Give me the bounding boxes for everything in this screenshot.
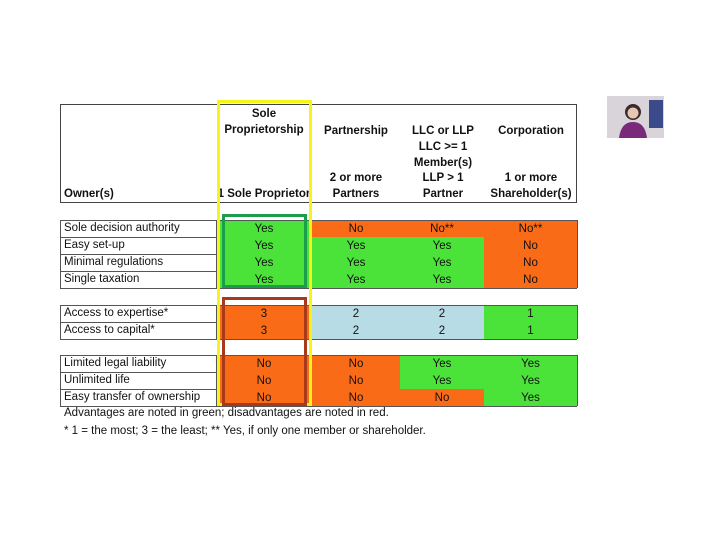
table-cell: 3	[216, 305, 312, 322]
table-cell: Yes	[484, 372, 577, 389]
table-cell: 2	[312, 322, 400, 339]
group-right-border	[577, 355, 578, 406]
highlight-box-red	[222, 297, 307, 406]
header-left-border	[60, 104, 61, 203]
group-bottom-border	[60, 288, 577, 289]
row-label: Limited legal liability	[64, 357, 167, 369]
row-label: Access to expertise*	[64, 307, 169, 319]
row-label: Sole decision authority	[64, 222, 180, 234]
header-right-border	[576, 104, 577, 203]
table-cell: Yes	[400, 372, 484, 389]
group-top-border	[60, 305, 577, 306]
group-left-border	[60, 305, 61, 339]
presenter-video-thumbnail	[607, 96, 664, 138]
group-left-border	[60, 220, 61, 288]
group-top-border	[60, 355, 577, 356]
header-line: Sole	[251, 108, 277, 120]
group-top-border	[60, 220, 577, 221]
row-label: Access to capital*	[64, 324, 155, 336]
row-label: Minimal regulations	[64, 256, 164, 268]
table-cell: Yes	[312, 237, 400, 254]
presenter-icon	[607, 96, 664, 138]
owner-corp: 1 or more Shareholder(s)	[490, 172, 572, 200]
table-cell: No	[216, 355, 312, 372]
owner-llc: LLP > 1 Partner	[422, 172, 464, 200]
header-line: Corporation	[498, 125, 564, 137]
column-header-corp	[483, 123, 579, 139]
highlight-box-green	[222, 214, 307, 288]
table-cell: Yes	[400, 237, 484, 254]
header-line: Partnership	[324, 125, 388, 137]
table-cell: No	[484, 254, 577, 271]
owner-partnership: 2 or more Partners	[329, 172, 383, 200]
owner-sole: 1 Sole Proprietor	[217, 188, 311, 200]
table-cell: Yes	[484, 389, 577, 406]
row-label: Unlimited life	[64, 374, 130, 386]
group-right-border	[577, 220, 578, 288]
table-cell: Yes	[484, 355, 577, 372]
table-cell: No**	[400, 220, 484, 237]
table-cell: No	[400, 389, 484, 406]
column-header-partnership	[310, 123, 402, 139]
footnote: * 1 = the most; 3 = the least; ** Yes, if only one member or shareholder.	[64, 425, 426, 437]
table-cell: No	[216, 372, 312, 389]
table-cell: 2	[400, 322, 484, 339]
header-line: Proprietorship	[224, 124, 304, 136]
column-header-llc	[397, 123, 489, 171]
table-cell: Yes	[216, 271, 312, 288]
table-cell: 1	[484, 305, 577, 322]
owner-label: Owner(s)	[64, 188, 114, 200]
header-line: Member(s)	[413, 157, 473, 169]
table-cell: No	[484, 237, 577, 254]
group-left-border	[60, 355, 61, 406]
table-cell: Yes	[312, 254, 400, 271]
table-cell: Yes	[400, 355, 484, 372]
table-top-border	[60, 104, 577, 105]
table-cell: Yes	[216, 254, 312, 271]
table-cell: 2	[400, 305, 484, 322]
header-line: LLC or LLP	[412, 125, 474, 137]
table-cell: Yes	[400, 271, 484, 288]
row-label: Easy set-up	[64, 239, 125, 251]
table-cell: No	[312, 355, 400, 372]
table-cell: No**	[484, 220, 577, 237]
table-cell: 3	[216, 322, 312, 339]
header-bottom-border	[60, 202, 577, 203]
table-cell: No	[312, 220, 400, 237]
table-cell: Yes	[216, 220, 312, 237]
group-right-border	[577, 305, 578, 339]
table-cell: No	[216, 389, 312, 406]
table-cell: No	[484, 271, 577, 288]
table-cell: No	[312, 372, 400, 389]
table-cell: No	[312, 389, 400, 406]
table-cell: Yes	[216, 237, 312, 254]
table-cell: 1	[484, 322, 577, 339]
group-bottom-border	[60, 339, 577, 340]
header-line: LLC >= 1	[418, 141, 468, 153]
row-label: Single taxation	[64, 273, 140, 285]
table-cell: Yes	[312, 271, 400, 288]
table-cell: 2	[312, 305, 400, 322]
legend-note: Advantages are noted in green; disadvantages are noted in red.	[64, 407, 389, 419]
table-cell: Yes	[400, 254, 484, 271]
row-label: Easy transfer of ownership	[64, 391, 201, 403]
